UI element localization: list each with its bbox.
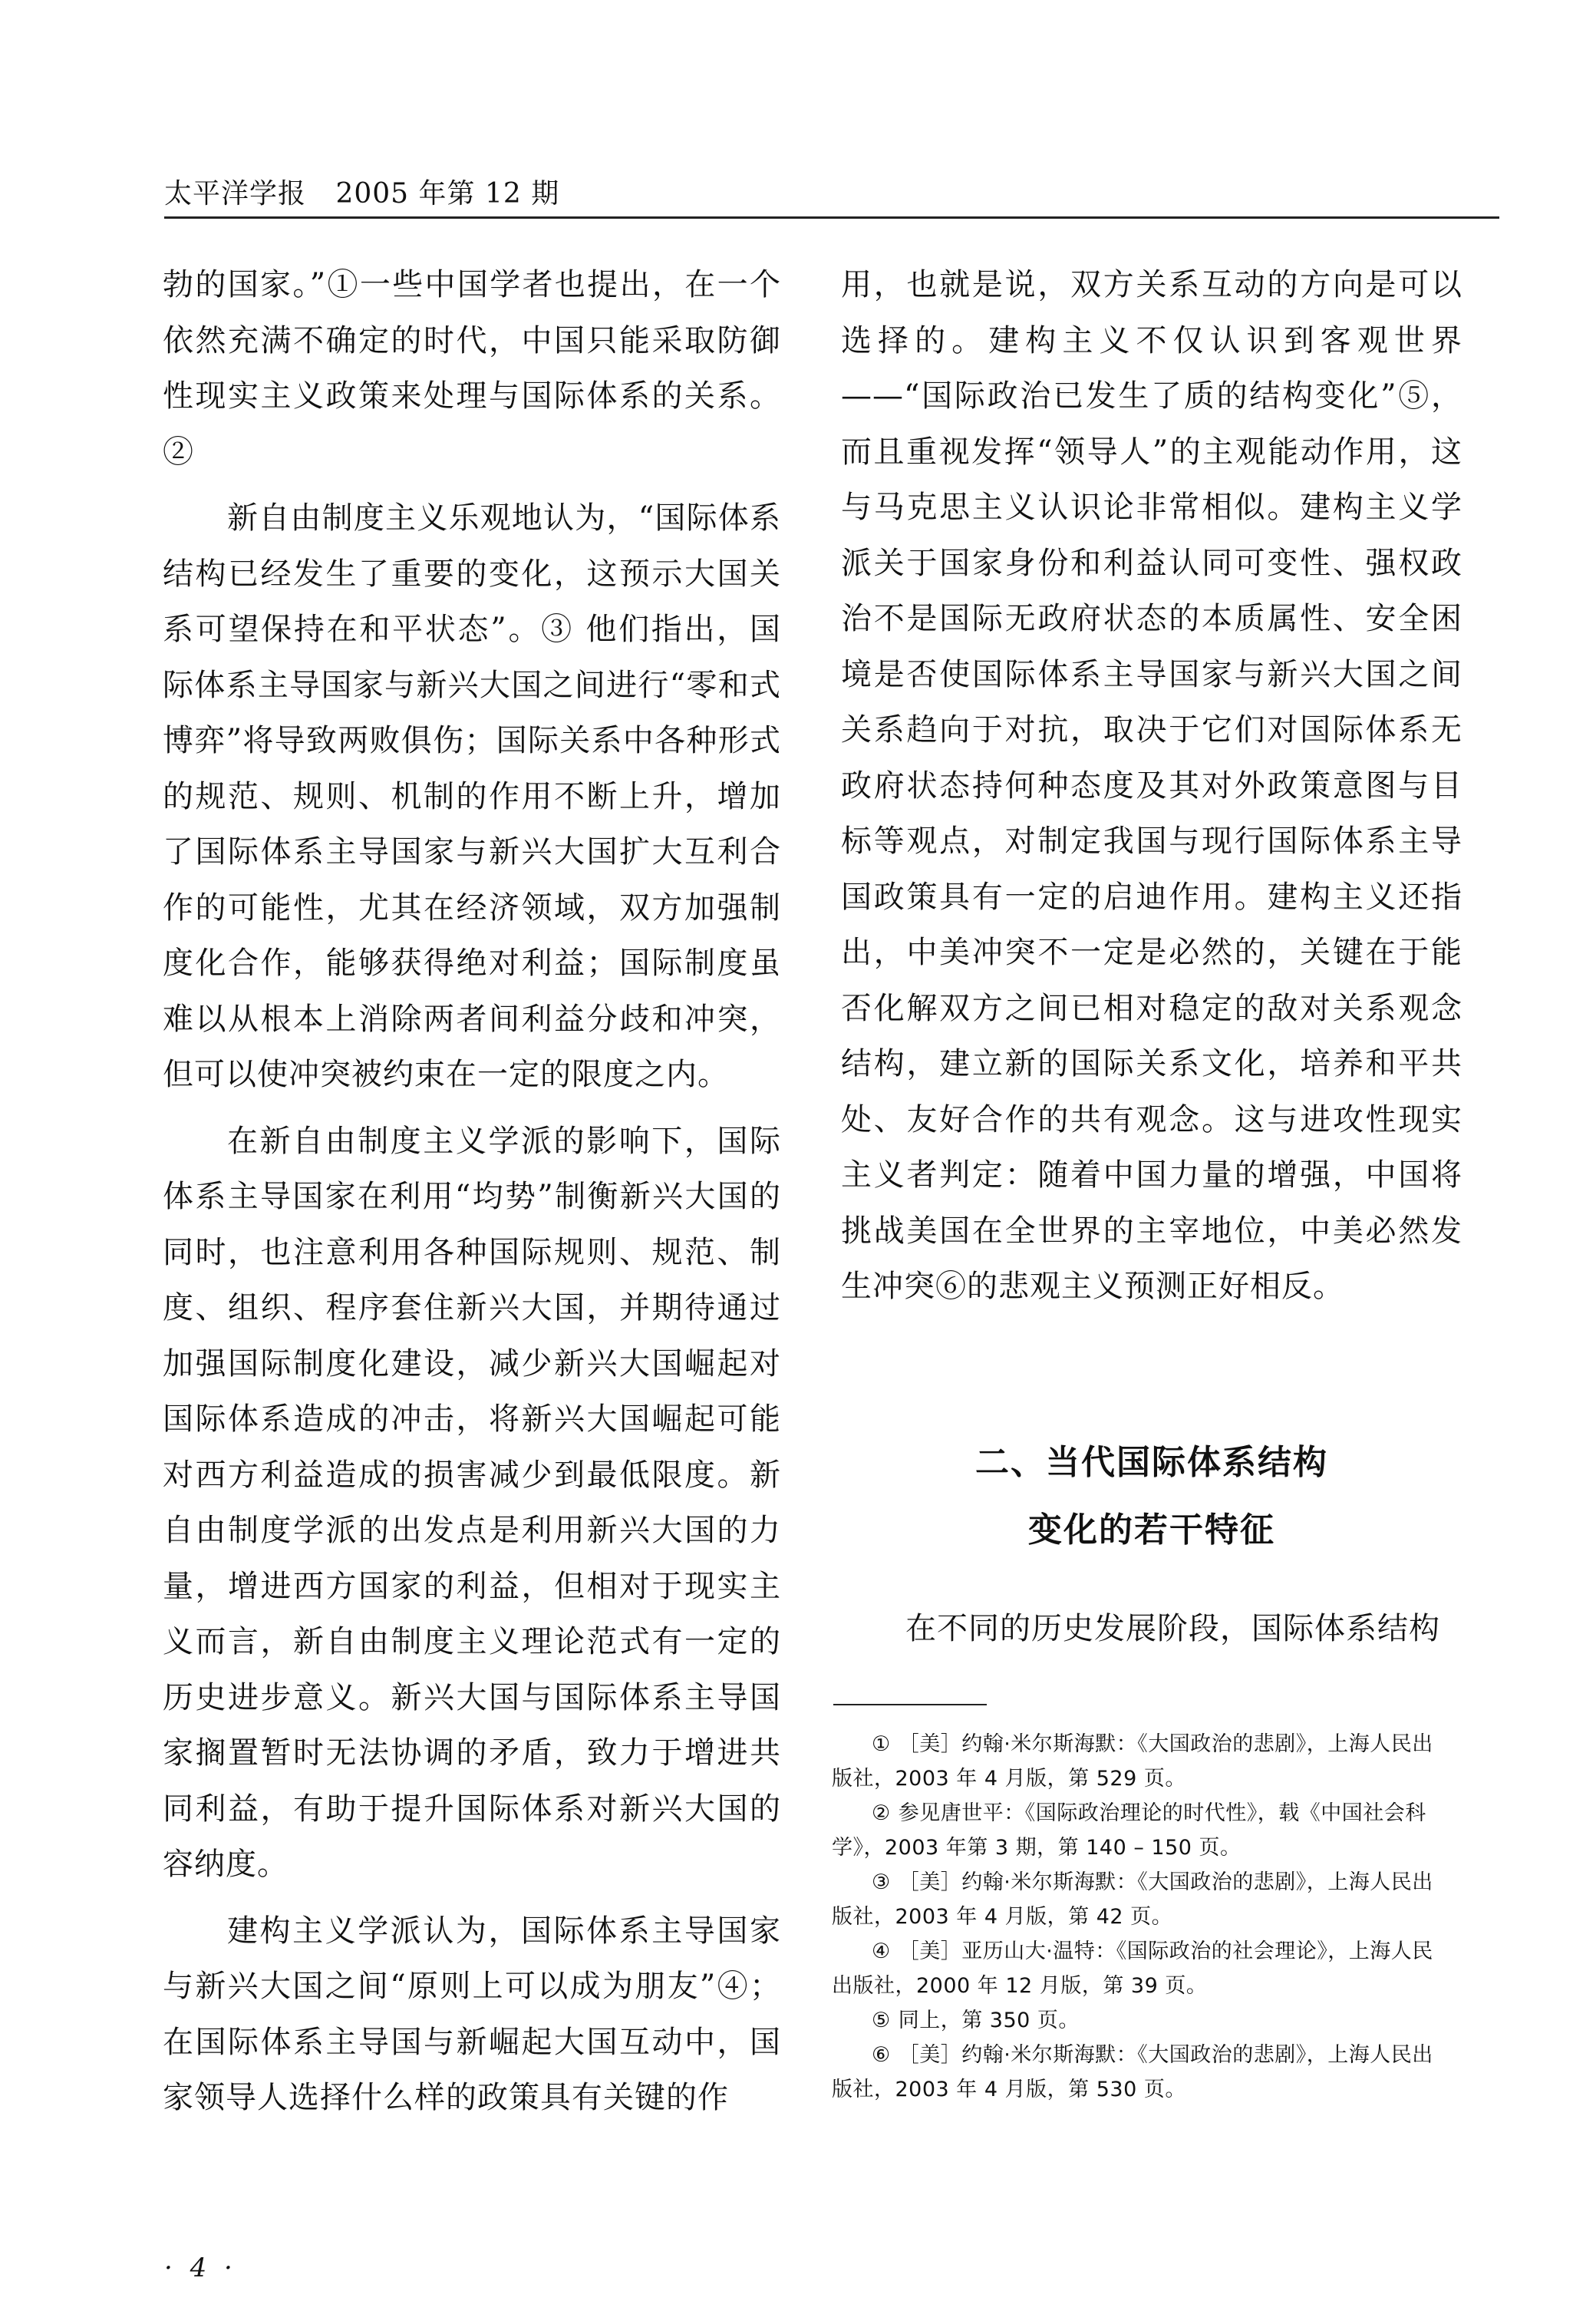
right-paragraph-1: 用，也就是说，双方关系互动的方向是可以选择的。建构主义不仅认识到客观世界——“国际政治已发生了质的结构变化”⑤，而且重视发挥“领导人”的主观能动作用，这与马克思主义认识论非常相似。建构主义学派关于国家身份和利益认同可变性、强权政治不是国际无政府状态的本质属性、安全困境是否使国际体系主导国家与新兴大国之间关系趋向于对抗，取决于它们对国际体系无政府状态持何种态度及其对外政策意图与目标等观点，对制定我国与现行国际体系主导国政策具有一定的启迪作用。建构主义还指出，中美冲突不一定是必然的，关键在于能否化解双方之间已相对稳定的敌对关系观念结构，建立新的国际关系文化，培养和平共处、友好合作的共有观念。这与进攻性现实主义者判定：随着中国力量的增强，中国将挑战美国在全世界的主宰地位，中美必然发生冲突⑥的悲观主义预测正好相反。 [841,267,1462,1304]
footnote-text: ［美］约翰·米尔斯海默：《大国政治的悲剧》，上海人民出版社，2003 年 4 月版，第 42 页。 [832,1870,1433,1929]
footnotes [832,1727,1446,2107]
section-heading-line-2: 变化的若干特征 [1028,1510,1275,1550]
left-paragraph-4: 建构主义学派认为，国际体系主导国家与新兴大国之间“原则上可以成为朋友”④；在国际体系主导国与新崛起大国互动中，国家领导人选择什么样的政策具有关键的作 [163,1913,781,2115]
footnote-marker: ① [872,1732,891,1756]
footnote-1 [832,1727,1446,1796]
right-column [841,257,1462,1315]
section-first-line: 在不同的历史发展阶段，国际体系结构 [905,1611,1440,1646]
left-column [163,257,781,2126]
footnote-4 [832,1934,1446,2003]
footnote-marker: ⑤ [872,2009,891,2032]
footnote-2 [832,1796,1446,1865]
footnote-marker: ⑥ [872,2043,891,2067]
section-heading [841,1429,1462,1564]
footnote-text: 同上，第 350 页。 [898,2009,1080,2032]
footnote-5 [832,2003,1446,2038]
footnote-rule [833,1704,987,1705]
footnote-text: ［美］亚历山大·温特：《国际政治的社会理论》，上海人民出版社，2000 年 12 月版，第 39 页。 [832,1939,1433,1998]
footnote-marker: ④ [872,1939,891,1963]
page-number: · 4 · [164,2253,237,2283]
section-heading-line-1: 二、当代国际体系结构 [975,1443,1328,1482]
section-first-paragraph [841,1601,1462,1657]
running-header [164,172,1499,226]
footnote-text: ［美］约翰·米尔斯海默：《大国政治的悲剧》，上海人民出版社，2003 年 4 月版，第 529 页。 [832,1732,1433,1791]
issue-label: 2005 年第 12 期 [335,178,560,210]
journal-name: 太平洋学报 [164,178,307,210]
footnote-6 [832,2038,1446,2107]
footnote-3 [832,1865,1446,1934]
left-paragraph-3: 在新自由制度主义学派的影响下，国际体系主导国家在利用“均势”制衡新兴大国的同时，也注意利用各种国际规则、规范、制度、组织、程序套住新兴大国，并期待通过加强国际制度化建设，减少新兴大国崛起对国际体系造成的冲击，将新兴大国崛起可能对西方利益造成的损害减少到最低限度。新自由制度学派的出发点是利用新兴大国的力量，增进西方国家的利益，但相对于现实主义而言，新自由制度主义理论范式有一定的历史进步意义。新兴大国与国际体系主导国家搁置暂时无法协调的矛盾，致力于增进共同利益，有助于提升国际体系对新兴大国的容纳度。 [163,1123,781,1882]
footnote-marker: ② [872,1801,891,1825]
footnote-text: ［美］约翰·米尔斯海默：《大国政治的悲剧》，上海人民出版社，2003 年 4 月版，第 530 页。 [832,2043,1433,2101]
footnote-text: 参见唐世平：《国际政治理论的时代性》，载《中国社会科学》，2003 年第 3 期，第 140 – 150 页。 [832,1801,1426,1860]
left-paragraph-1: 勃的国家。”①一些中国学者也提出，在一个依然充满不确定的时代，中国只能采取防御性现实主义政策来处理与国际体系的关系。② [163,267,781,470]
footnote-marker: ③ [872,1870,891,1894]
journal-title [164,172,559,211]
left-paragraph-2: 新自由制度主义乐观地认为，“国际体系结构已经发生了重要的变化，这预示大国关系可望保持在和平状态”。③ 他们指出，国际体系主导国家与新兴大国之间进行“零和式博弈”将导致两败俱伤；国际关系中各种形式的规范、规则、机制的作用不断上升，增加了国际体系主导国家与新兴大国扩大互利合作的可能性，尤其在经济领域，双方加强制度化合作，能够获得绝对利益；国际制度虽难以从根本上消除两者间利益分歧和冲突，但可以使冲突被约束在一定的限度之内。 [163,500,781,1092]
header-rule [164,216,1499,219]
